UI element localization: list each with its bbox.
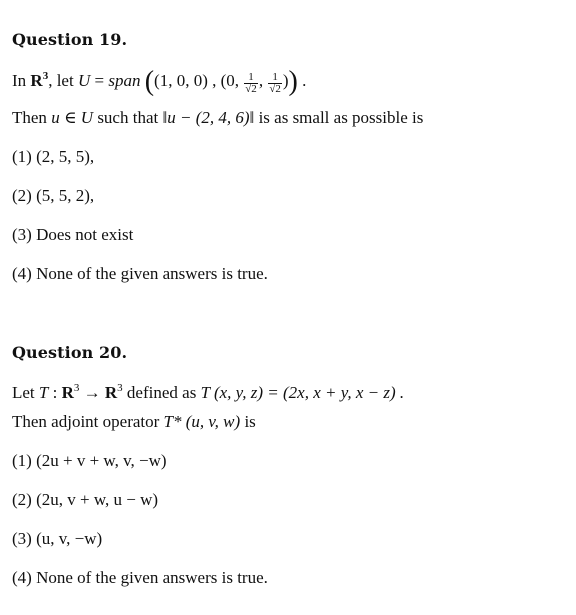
question-19-option-4: (4) None of the given answers is true. bbox=[12, 264, 268, 283]
fraction bbox=[244, 72, 258, 95]
question-20-option-2: (2) (2u, v + w, u − w) bbox=[12, 490, 159, 509]
math-adjoint: T* (u, v, w) bbox=[163, 412, 241, 431]
numerator: 1 bbox=[268, 72, 282, 84]
text: . bbox=[297, 71, 307, 90]
denominator: √2 bbox=[245, 83, 257, 95]
question-19-option-3: (3) Does not exist bbox=[12, 225, 134, 244]
text: → bbox=[79, 383, 105, 402]
math-exponent: 3 bbox=[42, 70, 49, 82]
text: , let bbox=[48, 71, 78, 90]
question-20-option-3: (3) (u, v, −w) bbox=[12, 529, 103, 548]
text: Let bbox=[12, 383, 39, 402]
big-paren-close: ) bbox=[288, 66, 298, 97]
question-19-option-1: (1) (2, 5, 5), bbox=[12, 147, 95, 166]
math-domain: R bbox=[61, 383, 74, 402]
text: In bbox=[12, 71, 31, 90]
text: , bbox=[258, 71, 268, 90]
math-space: R bbox=[30, 71, 43, 90]
math-norm: ‖u − (2, 4, 6)‖ bbox=[162, 108, 255, 127]
question-19-statement-line-2 bbox=[12, 108, 423, 128]
text: defined as bbox=[122, 383, 201, 402]
text: Then bbox=[12, 108, 52, 127]
math-span: span bbox=[108, 71, 141, 90]
text: such that bbox=[93, 108, 163, 127]
math-vectors: (1, 0, 0) , (0, bbox=[154, 71, 244, 90]
text: ) bbox=[282, 71, 289, 90]
question-20-statement-line-2 bbox=[12, 412, 256, 432]
denominator: √2 bbox=[269, 83, 281, 95]
math-codomain: R bbox=[104, 383, 118, 402]
fraction bbox=[268, 72, 282, 95]
numerator: 1 bbox=[244, 72, 258, 84]
text: Then adjoint operator bbox=[12, 412, 164, 431]
question-20-option-1: (1) (2u + v + w, v, −w) bbox=[12, 451, 167, 470]
math-definition: T (x, y, z) = (2x, x + y, x − z) . bbox=[200, 383, 405, 402]
text: : bbox=[48, 383, 62, 402]
math-exponent: 3 bbox=[73, 382, 80, 394]
question-20-statement-line-1 bbox=[12, 382, 404, 403]
text: = bbox=[90, 71, 109, 90]
text: is as small as possible is bbox=[254, 108, 424, 127]
question-19-title: Question 19. bbox=[12, 30, 128, 49]
math-expression: u ∈ U bbox=[51, 108, 94, 127]
question-20-title: Question 20. bbox=[12, 343, 128, 362]
math-operator: T bbox=[38, 383, 49, 402]
question-19-option-2: (2) (5, 5, 2), bbox=[12, 186, 95, 205]
text: is bbox=[240, 412, 256, 431]
question-20-option-4: (4) None of the given answers is true. bbox=[12, 568, 268, 587]
math-var: U bbox=[77, 71, 91, 90]
question-19-statement-line-1 bbox=[12, 66, 307, 97]
math-exponent: 3 bbox=[117, 382, 123, 394]
big-paren-open: ( bbox=[144, 66, 155, 97]
